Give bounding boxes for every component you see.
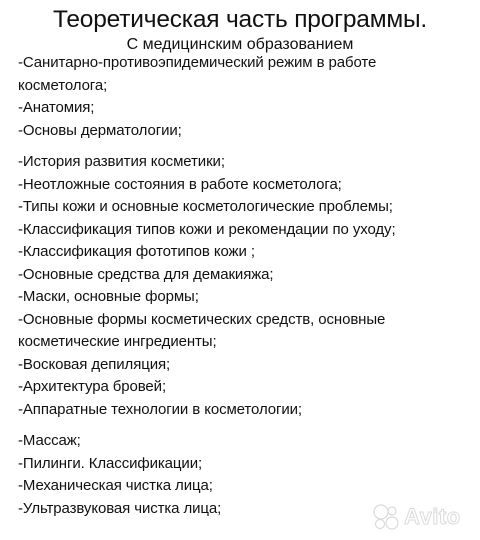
topic-line: -Массаж; xyxy=(18,432,81,449)
topic-line: -Аппаратные технологии в косметологии; xyxy=(18,400,302,418)
topic-line: -Классификация фототипов кожи ; xyxy=(18,243,255,260)
topic-line: -Неотложные состояния в работе косметолога; xyxy=(18,175,342,193)
topic-line: -Архитектура бровей; xyxy=(18,378,167,395)
topic-line: -Основные средства для демакияжа; xyxy=(18,265,274,283)
topic-line: косметические ингредиенты; xyxy=(18,333,217,350)
topic-line: косметолога; xyxy=(18,76,108,94)
topic-line: -Пилинги. Классификации; xyxy=(18,454,203,472)
document-title: Теоретическая часть программы. xyxy=(52,6,428,33)
topic-line: -Типы кожи и основные косметологические проблемы; xyxy=(18,198,393,215)
document-subtitle: С медицинским образованием xyxy=(126,36,354,53)
topic-line: -История развития косметики; xyxy=(18,153,225,170)
watermark-text: Avito xyxy=(404,504,461,529)
topic-line: -Основы дерматологии; xyxy=(18,121,182,139)
topic-line: -Ультразвуковая чистка лица; xyxy=(18,499,222,517)
topic-line: -Классификация типов кожи и рекомендации по уходу; xyxy=(18,220,396,238)
avito-logo-icon xyxy=(372,503,400,531)
topic-line: -Маски, основные формы; xyxy=(18,288,199,305)
avito-watermark xyxy=(372,502,461,532)
topic-line: -Основные формы косметических средств, основные xyxy=(18,310,386,328)
topic-line: -Восковая депиляция; xyxy=(18,355,171,373)
topic-list xyxy=(18,52,474,520)
topic-line: -Механическая чистка лица; xyxy=(18,477,213,494)
topic-line: -Санитарно-противоэпидемический режим в работе xyxy=(18,54,377,71)
topic-line: -Анатомия; xyxy=(18,99,95,116)
